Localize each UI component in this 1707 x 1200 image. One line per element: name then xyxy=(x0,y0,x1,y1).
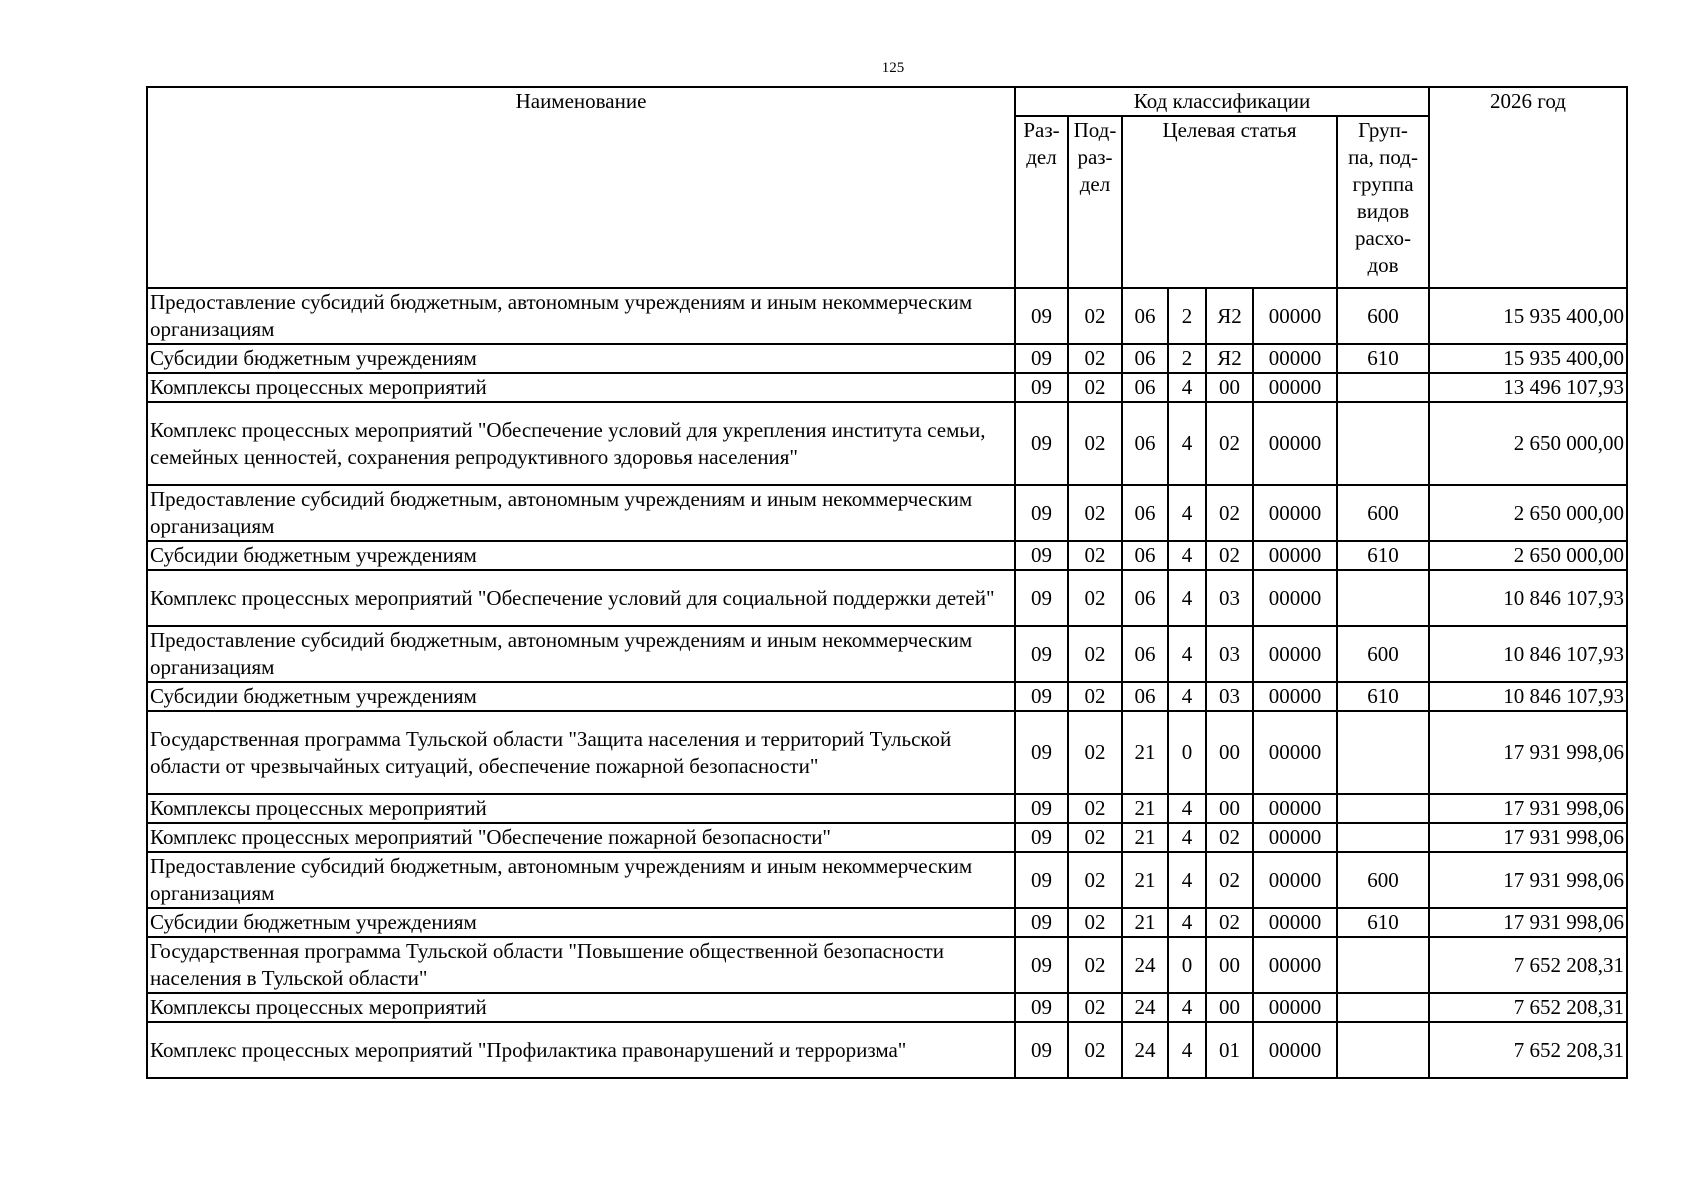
row-target-program: 06 xyxy=(1122,288,1168,344)
table-row xyxy=(147,1022,1627,1078)
row-target-direction: 00000 xyxy=(1253,993,1337,1022)
table-row xyxy=(147,937,1627,993)
row-name: Предоставление субсидий бюджетным, автономным учреждениям и иным некоммерческим организациям xyxy=(147,288,1015,344)
table-row xyxy=(147,344,1627,373)
row-subsection: 02 xyxy=(1068,402,1122,485)
row-section: 09 xyxy=(1015,485,1068,541)
row-subsection: 02 xyxy=(1068,937,1122,993)
row-target-item: 02 xyxy=(1206,852,1253,908)
row-section: 09 xyxy=(1015,993,1068,1022)
header-subsection: Под- раз- дел xyxy=(1068,116,1122,288)
row-section: 09 xyxy=(1015,852,1068,908)
row-target-direction: 00000 xyxy=(1253,541,1337,570)
row-target-direction: 00000 xyxy=(1253,626,1337,682)
row-subsection: 02 xyxy=(1068,288,1122,344)
row-target-item: 03 xyxy=(1206,626,1253,682)
row-subsection: 02 xyxy=(1068,570,1122,626)
header-section: Раз- дел xyxy=(1015,116,1068,288)
table-row xyxy=(147,852,1627,908)
row-section: 09 xyxy=(1015,626,1068,682)
row-target-type: 4 xyxy=(1168,570,1206,626)
row-target-program: 06 xyxy=(1122,485,1168,541)
row-target-type: 4 xyxy=(1168,373,1206,402)
row-expense-group: 610 xyxy=(1337,908,1429,937)
row-target-item: 00 xyxy=(1206,993,1253,1022)
row-target-direction: 00000 xyxy=(1253,794,1337,823)
row-target-type: 4 xyxy=(1168,402,1206,485)
row-name: Комплексы процессных мероприятий xyxy=(147,993,1015,1022)
row-subsection: 02 xyxy=(1068,908,1122,937)
table-row xyxy=(147,626,1627,682)
row-amount: 17 931 998,06 xyxy=(1429,852,1627,908)
row-expense-group xyxy=(1337,711,1429,794)
row-subsection: 02 xyxy=(1068,794,1122,823)
row-expense-group: 610 xyxy=(1337,344,1429,373)
row-expense-group: 610 xyxy=(1337,541,1429,570)
row-target-direction: 00000 xyxy=(1253,711,1337,794)
row-name: Комплексы процессных мероприятий xyxy=(147,794,1015,823)
table-row xyxy=(147,541,1627,570)
row-target-direction: 00000 xyxy=(1253,823,1337,852)
row-target-direction: 00000 xyxy=(1253,288,1337,344)
row-amount: 10 846 107,93 xyxy=(1429,570,1627,626)
row-target-direction: 00000 xyxy=(1253,937,1337,993)
row-amount: 10 846 107,93 xyxy=(1429,626,1627,682)
row-target-program: 21 xyxy=(1122,711,1168,794)
table-row xyxy=(147,485,1627,541)
row-target-program: 24 xyxy=(1122,993,1168,1022)
row-target-program: 06 xyxy=(1122,344,1168,373)
row-target-item: 00 xyxy=(1206,937,1253,993)
row-target-program: 21 xyxy=(1122,823,1168,852)
row-target-item: 02 xyxy=(1206,485,1253,541)
table-body xyxy=(147,288,1627,1078)
table-row xyxy=(147,288,1627,344)
row-target-item: 01 xyxy=(1206,1022,1253,1078)
header-target-article: Целевая статья xyxy=(1122,116,1337,288)
page-number: 125 xyxy=(881,60,905,76)
row-target-program: 24 xyxy=(1122,1022,1168,1078)
row-expense-group xyxy=(1337,1022,1429,1078)
row-amount: 13 496 107,93 xyxy=(1429,373,1627,402)
header-name: Наименование xyxy=(147,87,1015,288)
row-name: Комплексы процессных мероприятий xyxy=(147,373,1015,402)
row-name: Государственная программа Тульской области "Защита населения и территорий Тульской области от чрезвычайных ситуаций, обеспечение пожарной безопасности" xyxy=(147,711,1015,794)
header-classification-code: Код классификации xyxy=(1015,87,1429,116)
table-row xyxy=(147,570,1627,626)
row-name: Предоставление субсидий бюджетным, автономным учреждениям и иным некоммерческим организациям xyxy=(147,485,1015,541)
row-target-program: 06 xyxy=(1122,626,1168,682)
row-target-type: 4 xyxy=(1168,1022,1206,1078)
row-target-program: 24 xyxy=(1122,937,1168,993)
table-row xyxy=(147,993,1627,1022)
row-amount: 17 931 998,06 xyxy=(1429,908,1627,937)
row-target-item: 03 xyxy=(1206,570,1253,626)
row-amount: 7 652 208,31 xyxy=(1429,993,1627,1022)
row-target-type: 2 xyxy=(1168,288,1206,344)
table-row xyxy=(147,908,1627,937)
row-name: Субсидии бюджетным учреждениям xyxy=(147,344,1015,373)
row-name: Субсидии бюджетным учреждениям xyxy=(147,682,1015,711)
row-section: 09 xyxy=(1015,288,1068,344)
row-target-item: 02 xyxy=(1206,823,1253,852)
row-section: 09 xyxy=(1015,908,1068,937)
budget-table xyxy=(146,86,1628,1079)
row-section: 09 xyxy=(1015,711,1068,794)
row-name: Комплекс процессных мероприятий "Обеспечение условий для укрепления института семьи, семейных ценностей, сохранения репродуктивного здоровья населения" xyxy=(147,402,1015,485)
row-section: 09 xyxy=(1015,794,1068,823)
row-section: 09 xyxy=(1015,682,1068,711)
row-amount: 10 846 107,93 xyxy=(1429,682,1627,711)
row-amount: 15 935 400,00 xyxy=(1429,344,1627,373)
row-target-direction: 00000 xyxy=(1253,852,1337,908)
row-target-program: 21 xyxy=(1122,852,1168,908)
row-expense-group: 610 xyxy=(1337,682,1429,711)
row-target-type: 4 xyxy=(1168,541,1206,570)
table-row xyxy=(147,682,1627,711)
row-expense-group: 600 xyxy=(1337,852,1429,908)
row-expense-group: 600 xyxy=(1337,626,1429,682)
row-section: 09 xyxy=(1015,823,1068,852)
row-amount: 17 931 998,06 xyxy=(1429,711,1627,794)
row-section: 09 xyxy=(1015,402,1068,485)
row-target-direction: 00000 xyxy=(1253,344,1337,373)
row-target-item: 00 xyxy=(1206,711,1253,794)
row-name: Комплекс процессных мероприятий "Обеспечение условий для социальной поддержки детей" xyxy=(147,570,1015,626)
row-amount: 2 650 000,00 xyxy=(1429,541,1627,570)
row-subsection: 02 xyxy=(1068,823,1122,852)
row-target-type: 0 xyxy=(1168,937,1206,993)
row-target-item: 02 xyxy=(1206,541,1253,570)
row-target-item: 00 xyxy=(1206,794,1253,823)
row-target-program: 21 xyxy=(1122,908,1168,937)
row-expense-group xyxy=(1337,570,1429,626)
row-section: 09 xyxy=(1015,344,1068,373)
row-amount: 2 650 000,00 xyxy=(1429,402,1627,485)
row-name: Субсидии бюджетным учреждениям xyxy=(147,541,1015,570)
row-target-type: 4 xyxy=(1168,993,1206,1022)
row-target-direction: 00000 xyxy=(1253,402,1337,485)
row-amount: 17 931 998,06 xyxy=(1429,794,1627,823)
row-target-type: 4 xyxy=(1168,682,1206,711)
table-row xyxy=(147,402,1627,485)
row-subsection: 02 xyxy=(1068,993,1122,1022)
row-expense-group: 600 xyxy=(1337,485,1429,541)
row-target-type: 4 xyxy=(1168,852,1206,908)
row-target-program: 21 xyxy=(1122,794,1168,823)
row-target-type: 4 xyxy=(1168,485,1206,541)
row-target-item: 02 xyxy=(1206,908,1253,937)
row-target-type: 2 xyxy=(1168,344,1206,373)
row-target-type: 4 xyxy=(1168,794,1206,823)
row-target-item: 00 xyxy=(1206,373,1253,402)
header-year: 2026 год xyxy=(1429,87,1627,288)
row-subsection: 02 xyxy=(1068,373,1122,402)
row-name: Комплекс процессных мероприятий "Обеспечение пожарной безопасности" xyxy=(147,823,1015,852)
row-subsection: 02 xyxy=(1068,626,1122,682)
row-target-program: 06 xyxy=(1122,570,1168,626)
row-target-item: 02 xyxy=(1206,402,1253,485)
row-target-item: Я2 xyxy=(1206,344,1253,373)
row-target-program: 06 xyxy=(1122,402,1168,485)
row-target-item: 03 xyxy=(1206,682,1253,711)
table-row xyxy=(147,373,1627,402)
row-section: 09 xyxy=(1015,937,1068,993)
row-amount: 7 652 208,31 xyxy=(1429,937,1627,993)
row-target-program: 06 xyxy=(1122,373,1168,402)
row-target-type: 0 xyxy=(1168,711,1206,794)
row-expense-group xyxy=(1337,373,1429,402)
row-section: 09 xyxy=(1015,570,1068,626)
row-section: 09 xyxy=(1015,541,1068,570)
row-expense-group: 600 xyxy=(1337,288,1429,344)
row-target-type: 4 xyxy=(1168,908,1206,937)
row-amount: 2 650 000,00 xyxy=(1429,485,1627,541)
table-row xyxy=(147,711,1627,794)
row-subsection: 02 xyxy=(1068,1022,1122,1078)
header-expense-group: Груп- па, под- группа видов расхо- дов xyxy=(1337,116,1429,288)
row-amount: 7 652 208,31 xyxy=(1429,1022,1627,1078)
row-target-direction: 00000 xyxy=(1253,1022,1337,1078)
row-expense-group xyxy=(1337,823,1429,852)
row-target-type: 4 xyxy=(1168,626,1206,682)
header-row-top xyxy=(147,87,1627,116)
row-target-direction: 00000 xyxy=(1253,570,1337,626)
row-target-direction: 00000 xyxy=(1253,373,1337,402)
row-name: Комплекс процессных мероприятий "Профилактика правонарушений и терроризма" xyxy=(147,1022,1015,1078)
row-subsection: 02 xyxy=(1068,682,1122,711)
row-target-direction: 00000 xyxy=(1253,485,1337,541)
row-expense-group xyxy=(1337,402,1429,485)
table-row xyxy=(147,823,1627,852)
row-target-program: 06 xyxy=(1122,541,1168,570)
row-expense-group xyxy=(1337,993,1429,1022)
row-name: Государственная программа Тульской области "Повышение общественной безопасности населения в Тульской области" xyxy=(147,937,1015,993)
row-target-type: 4 xyxy=(1168,823,1206,852)
row-subsection: 02 xyxy=(1068,711,1122,794)
row-amount: 17 931 998,06 xyxy=(1429,823,1627,852)
row-name: Предоставление субсидий бюджетным, автономным учреждениям и иным некоммерческим организациям xyxy=(147,626,1015,682)
row-section: 09 xyxy=(1015,373,1068,402)
row-subsection: 02 xyxy=(1068,344,1122,373)
row-target-direction: 00000 xyxy=(1253,682,1337,711)
row-name: Субсидии бюджетным учреждениям xyxy=(147,908,1015,937)
row-expense-group xyxy=(1337,794,1429,823)
row-target-program: 06 xyxy=(1122,682,1168,711)
row-section: 09 xyxy=(1015,1022,1068,1078)
row-subsection: 02 xyxy=(1068,541,1122,570)
row-subsection: 02 xyxy=(1068,852,1122,908)
table-row xyxy=(147,794,1627,823)
row-subsection: 02 xyxy=(1068,485,1122,541)
row-target-direction: 00000 xyxy=(1253,908,1337,937)
row-amount: 15 935 400,00 xyxy=(1429,288,1627,344)
row-expense-group xyxy=(1337,937,1429,993)
row-name: Предоставление субсидий бюджетным, автономным учреждениям и иным некоммерческим организациям xyxy=(147,852,1015,908)
row-target-item: Я2 xyxy=(1206,288,1253,344)
